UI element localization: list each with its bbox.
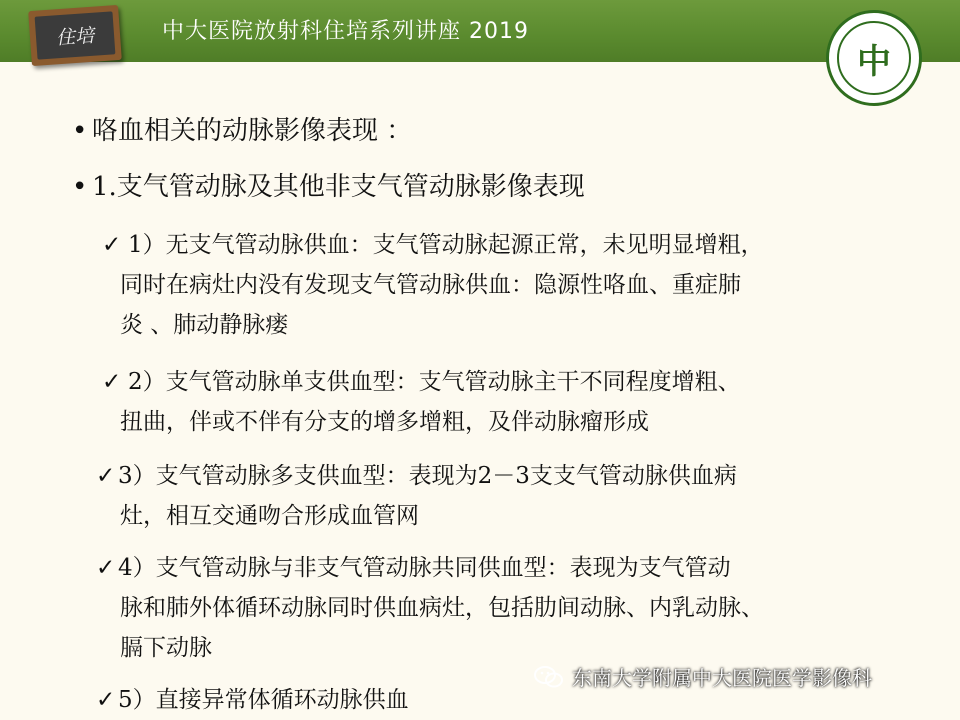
logo-ring (837, 21, 911, 95)
item-1-line-1: 1）无支气管动脉供血：支气管动脉起源正常，未见明显增粗， (128, 232, 764, 258)
bullet-dot: • (72, 172, 88, 202)
check-icon: ✓ (96, 555, 116, 581)
item-2-line-1: 2）支气管动脉单支供血型：支气管动脉主干不同程度增粗、 (128, 369, 741, 395)
item-4-line-2: 脉和肺外体循环动脉同时供血病灶，包括肋间动脉、内乳动脉、 (120, 595, 764, 621)
watermark (534, 662, 872, 691)
item-3-line-2: 灶，相互交通吻合形成血管网 (120, 503, 419, 529)
check-icon: ✓ (102, 369, 122, 395)
badge-text: 住培 (35, 11, 116, 59)
item-4-line-3: 膈下动脉 (120, 635, 212, 661)
item-5-line-1: 5）直接异常体循环动脉供血 (118, 687, 409, 713)
item-3-line-1: 3）支气管动脉多支供血型：表现为2－3支支气管动脉供血病 (118, 463, 737, 489)
item-1-line-3: 炎 、肺动静脉瘘 (120, 312, 289, 338)
badge (28, 5, 122, 66)
watermark-text: 东南大学附属中大医院医学影像科 (572, 666, 872, 690)
bullet-1 (72, 116, 412, 146)
bullet-2-text: 1.支气管动脉及其他非支气管动脉影像表现 (92, 172, 585, 202)
hospital-logo (826, 10, 922, 106)
check-icon: ✓ (96, 463, 116, 489)
wechat-icon (534, 666, 564, 688)
header-bar (0, 0, 960, 62)
bullet-1-text: 咯血相关的动脉影像表现 ： (92, 116, 413, 146)
bullet-dot: • (72, 116, 88, 146)
check-icon: ✓ (96, 687, 116, 713)
logo-mark: 中 (857, 41, 891, 82)
item-1-line-2: 同时在病灶内没有发现支气管动脉供血：隐源性咯血、重症肺 (120, 272, 741, 298)
bullet-2 (72, 172, 585, 202)
check-icon: ✓ (102, 232, 122, 258)
item-2-line-2: 扭曲，伴或不伴有分支的增多增粗，及伴动脉瘤形成 (120, 409, 649, 435)
page-title: 中大医院放射科住培系列讲座 2019 (162, 19, 529, 44)
item-4-line-1: 4）支气管动脉与非支气管动脉共同供血型：表现为支气管动 (118, 555, 731, 581)
